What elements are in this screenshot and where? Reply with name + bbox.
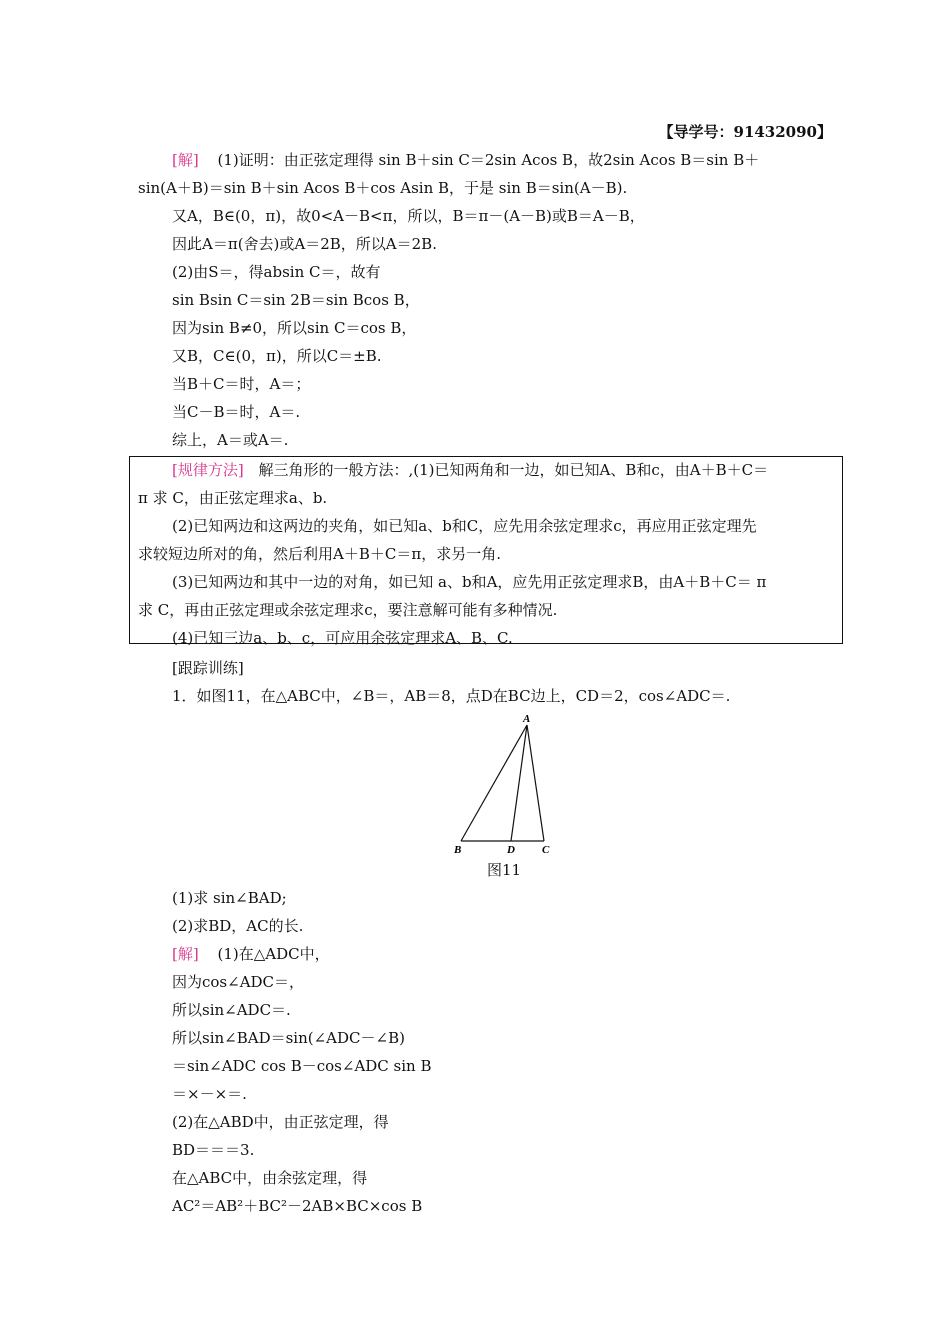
segment-ad [511, 725, 527, 841]
method-line-7: (4)已知三边a、b、c，可应用余弦定理求A、B、C. [172, 629, 513, 647]
method-line-3: (2)已知两边和这两边的夹角，如已知a、b和C，应先用余弦定理求c，再应用正弦定理先 [172, 517, 757, 535]
solution2-line-7: (2)在△ABD中，由正弦定理，得 [172, 1113, 389, 1131]
method-line-1 [172, 460, 768, 480]
solution1-line-5: (2)由S＝，得absin C＝，故有 [172, 263, 381, 281]
label-c: C [542, 844, 550, 856]
solution1-line-6: sin Bsin C＝sin 2B＝sin Bcos B， [172, 291, 420, 309]
question-1: (1)求 sin∠BAD; [172, 889, 287, 907]
side-ab [461, 725, 527, 841]
solution1-line-9: 当B＋C＝时，A＝； [172, 375, 311, 393]
practice-problem: 1．如图11，在△ABC中，∠B＝，AB＝8，点D在BC边上，CD＝2，cos∠ADC＝. [172, 687, 731, 705]
method-line-6: 求 C，再由正弦定理或余弦定理求c，要注意解可能有多种情况. [138, 601, 558, 619]
solution2-tag: [解] [172, 945, 199, 963]
solution2-text-1: (1)在△ADC中， [217, 945, 330, 963]
solution2-line-3: 所以sin∠ADC＝. [172, 1001, 291, 1019]
solution2-line-5: ＝sin∠ADC cos B－cos∠ADC sin B [172, 1057, 432, 1075]
solution2-line-9: 在△ABC中，由余弦定理，得 [172, 1169, 368, 1187]
solution1-text-1: (1)证明：由正弦定理得 sin B＋sin C＝2sin Acos B，故2sin Acos B＝sin B＋ [217, 151, 760, 169]
solution1-line-1 [172, 150, 759, 170]
solution-tag: [解] [172, 151, 199, 169]
label-b: B [454, 844, 462, 856]
solution1-line-2: sin(A＋B)＝sin B＋sin Acos B＋cos Asin B，于是 sin B＝sin(A－B). [138, 179, 628, 197]
solution1-line-3: 又A，B∈(0，π)，故0<A－B<π，所以，B＝π－(A－B)或B＝A－B， [172, 207, 645, 225]
method-tag: [规律方法] [172, 461, 244, 479]
method-line-5: (3)已知两边和其中一边的对角，如已知 a、b和A，应先用正弦定理求B，由A＋B＋C＝ π [172, 573, 767, 591]
side-ac [527, 725, 544, 841]
label-d: D [507, 844, 515, 856]
label-a: A [523, 713, 531, 725]
solution1-line-4: 因此A＝π(舍去)或A＝2B，所以A＝2B. [172, 235, 437, 253]
solution2-line-8: BD＝＝＝3. [172, 1141, 255, 1159]
method-line-4: 求较短边所对的角，然后利用A＋B＋C＝π，求另一角. [138, 545, 501, 563]
solution2-line-4: 所以sin∠BAD＝sin(∠ADC－∠B) [172, 1029, 405, 1047]
question-2: (2)求BD，AC的长. [172, 917, 304, 935]
method-text-1: 解三角形的一般方法：,(1)已知两角和一边，如已知A、B和c，由A＋B＋C＝ [258, 461, 769, 479]
solution1-line-11: 综上，A＝或A＝. [172, 431, 289, 449]
figure-caption: 图11 [487, 861, 522, 879]
solution2-line-1 [172, 944, 330, 964]
practice-heading: [跟踪训练] [172, 659, 244, 677]
triangle-figure [448, 708, 568, 858]
solution2-line-10: AC²＝AB²＋BC²－2AB×BC×cos B [172, 1197, 423, 1215]
solution1-line-10: 当C－B＝时，A＝. [172, 403, 301, 421]
reference-number: 【导学号：91432090】 [658, 123, 832, 141]
solution1-line-7: 因为sin B≠0，所以sin C＝cos B， [172, 319, 417, 337]
method-line-2: π 求 C，由正弦定理求a、b. [138, 489, 328, 507]
solution1-line-8: 又B，C∈(0，π)，所以C＝±B. [172, 347, 382, 365]
solution2-line-6: ＝×－×＝. [172, 1085, 247, 1103]
solution2-line-2: 因为cos∠ADC＝， [172, 973, 305, 991]
